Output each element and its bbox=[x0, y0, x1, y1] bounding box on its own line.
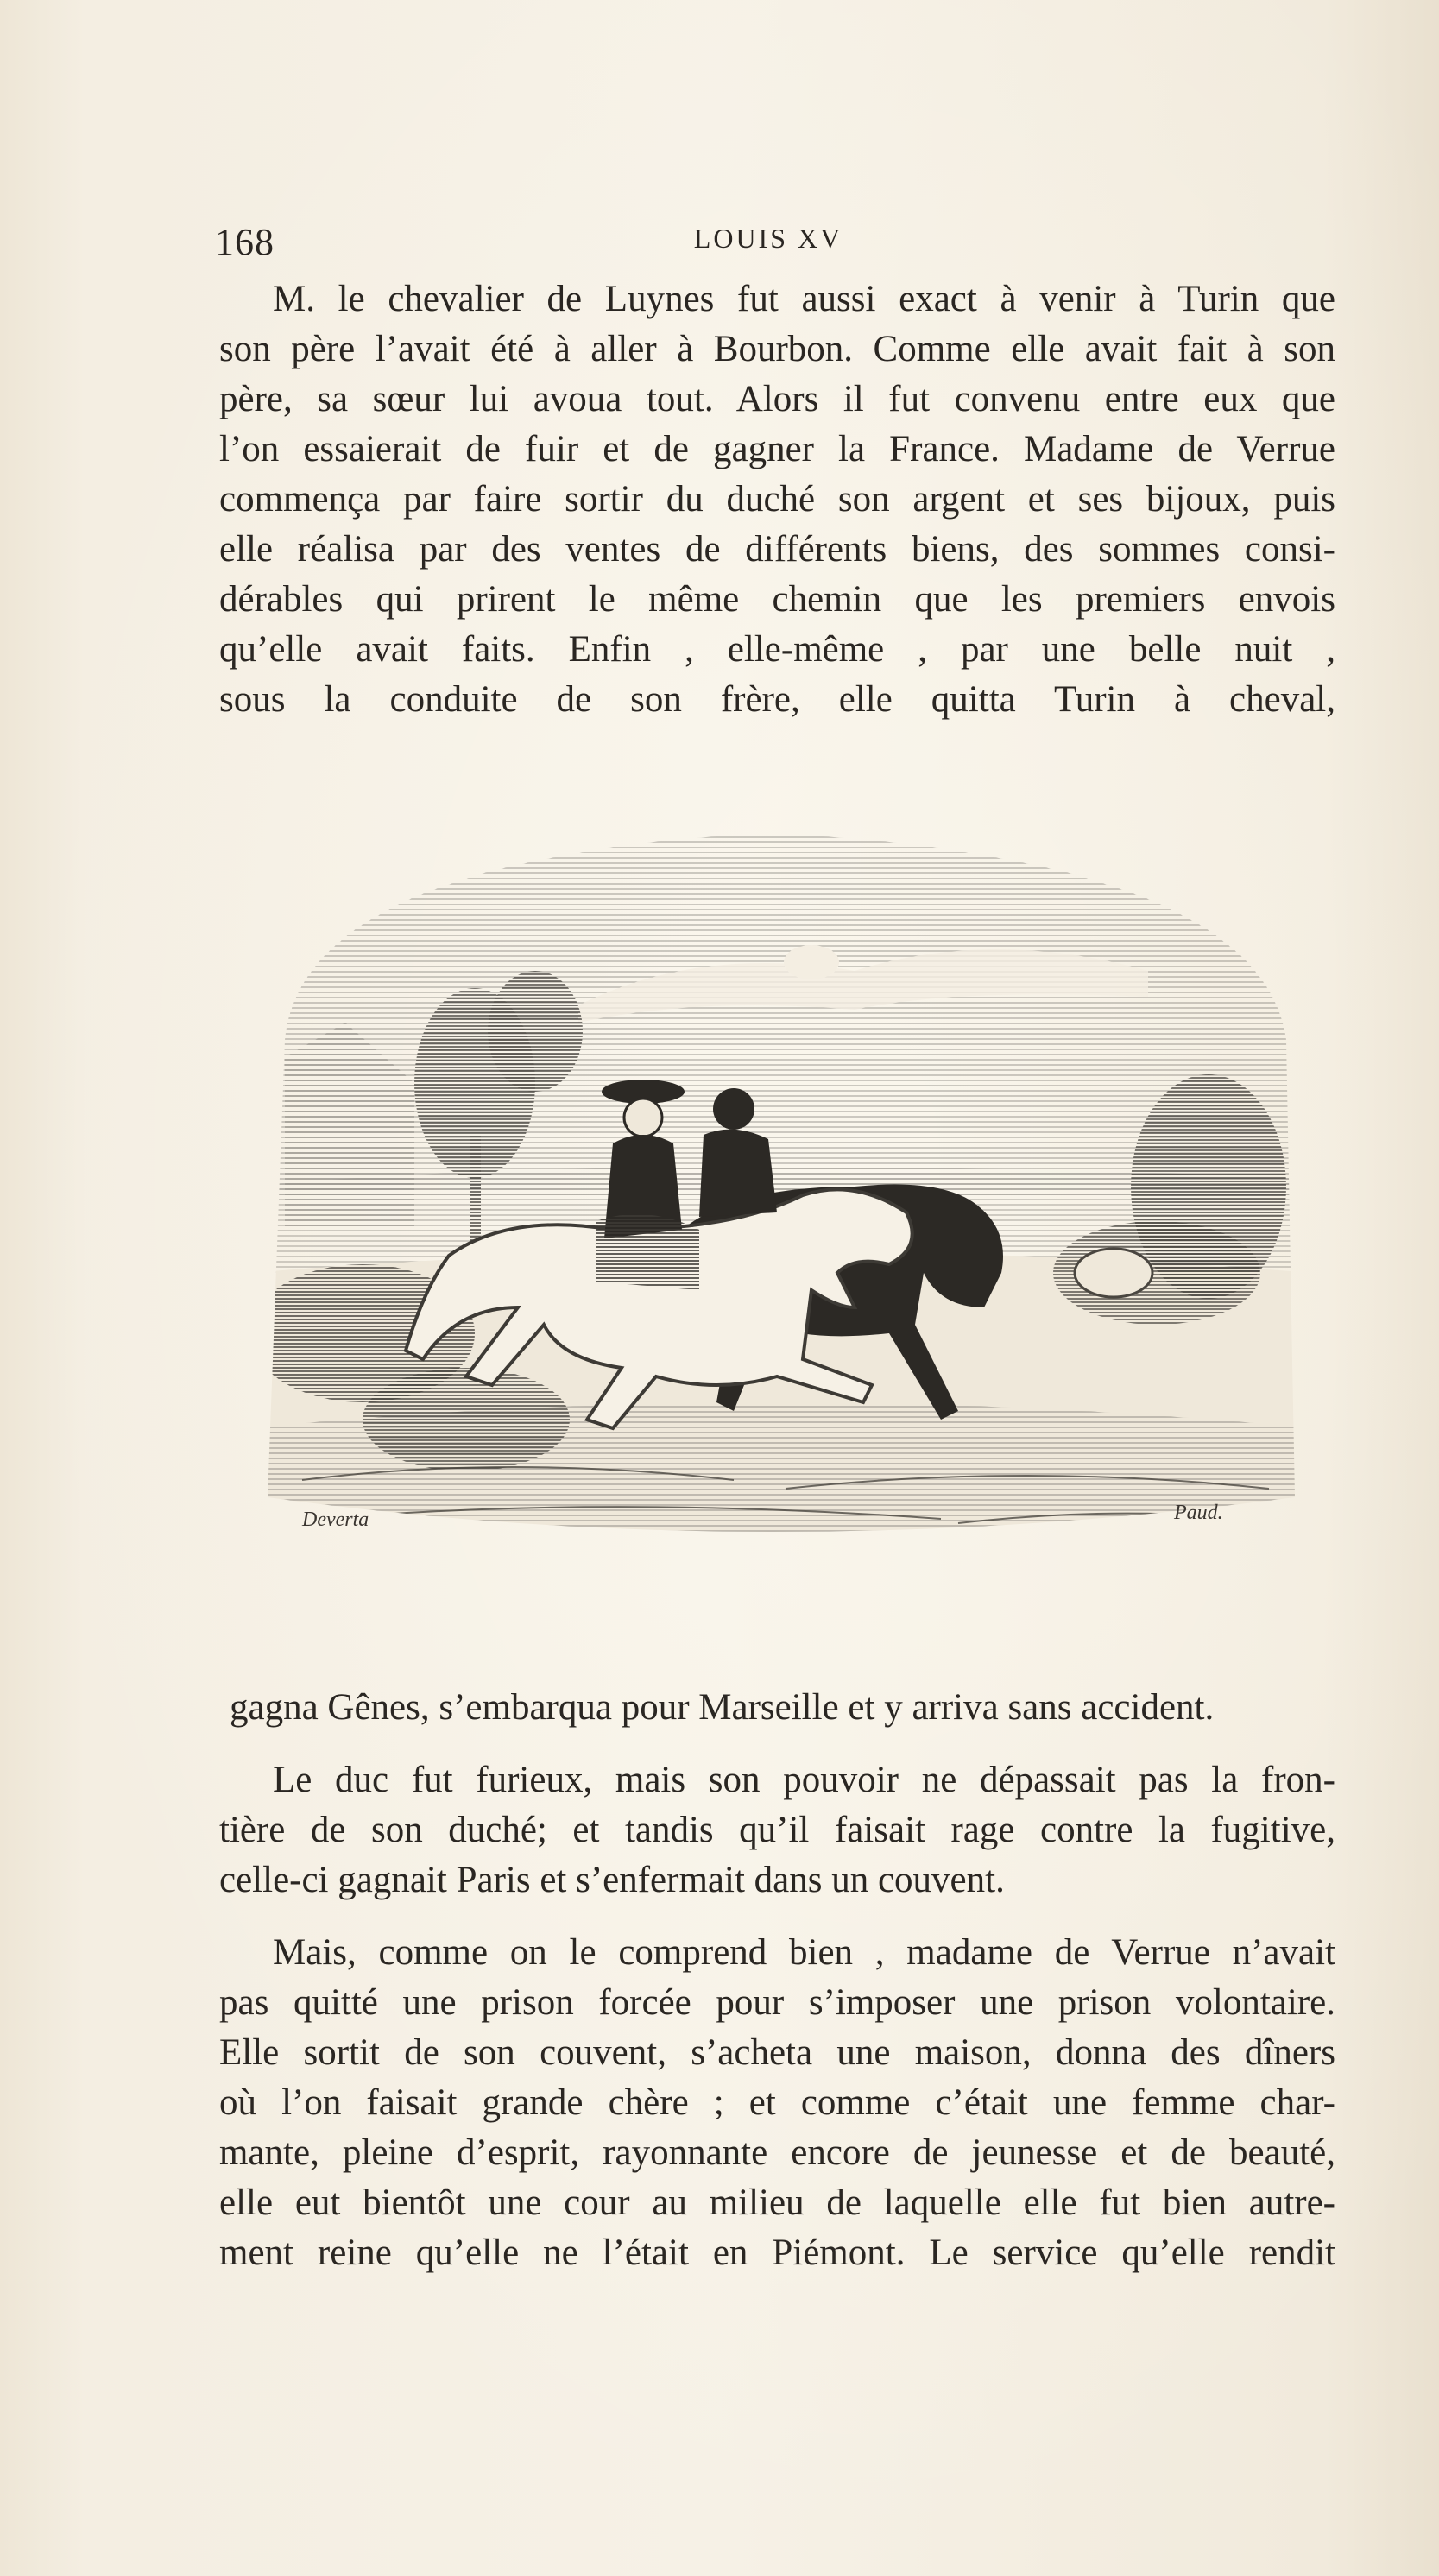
running-head: LOUIS XV bbox=[693, 223, 843, 254]
paragraph-top bbox=[219, 274, 1335, 725]
text-line: gagna Gênes, s’embarqua pour Marseille et y arriva sans accident. bbox=[230, 1687, 1215, 1728]
text-line: Le duc fut furieux, mais son pouvoir ne dépassait pas la fron- bbox=[273, 1760, 1335, 1800]
text-line: père, sa sœur lui avoua tout. Alors il fut convenu entre eux que bbox=[219, 379, 1335, 419]
page-number: 168 bbox=[215, 221, 275, 263]
text-line: celle-ci gagnait Paris et s’enfermait dans un couvent. bbox=[219, 1860, 1005, 1900]
text-line: son père l’avait été à aller à Bourbon. Comme elle avait fait à son bbox=[219, 329, 1335, 369]
text-line: où l’on faisait grande chère ; et comme c’était une femme char- bbox=[219, 2082, 1335, 2123]
text-line: M. le chevalier de Luynes fut aussi exact à venir à Turin que bbox=[273, 279, 1335, 319]
text-line: dérables qui prirent le même chemin que les premiers envois bbox=[219, 579, 1335, 620]
text-line: Mais, comme on le comprend bien , madame de Verrue n’avait bbox=[273, 1932, 1335, 1973]
engraver-signature-right: Paud. bbox=[1174, 1502, 1223, 1524]
text-line: commença par faire sortir du duché son argent et ses bijoux, puis bbox=[219, 479, 1335, 520]
engraving-illustration bbox=[250, 824, 1312, 1566]
text-line: sous la conduite de son frère, elle quitta Turin à cheval, bbox=[219, 679, 1335, 720]
engraver-signature-left: Deverta bbox=[302, 1508, 369, 1531]
text-line: mante, pleine d’esprit, rayonnante encore de jeunesse et de beauté, bbox=[219, 2132, 1335, 2173]
paragraph-bottom bbox=[219, 1683, 1335, 2278]
text-line: elle eut bientôt une cour au milieu de laquelle elle fut bien autre- bbox=[219, 2182, 1335, 2223]
text-line: Elle sortit de son couvent, s’acheta une maison, donna des dîners bbox=[219, 2032, 1335, 2073]
text-line: elle réalisa par des ventes de différents biens, des sommes consi- bbox=[219, 529, 1335, 570]
text-line: tière de son duché; et tandis qu’il faisait rage contre la fugitive, bbox=[219, 1810, 1335, 1850]
text-line: ment reine qu’elle ne l’était en Piémont. Le service qu’elle rendit bbox=[219, 2233, 1335, 2273]
text-line: qu’elle avait faits. Enfin , elle-même , par une belle nuit , bbox=[219, 629, 1335, 670]
text-line: l’on essaierait de fuir et de gagner la France. Madame de Verrue bbox=[219, 429, 1335, 469]
text-line: pas quitté une prison forcée pour s’imposer une prison volontaire. bbox=[219, 1982, 1335, 2023]
